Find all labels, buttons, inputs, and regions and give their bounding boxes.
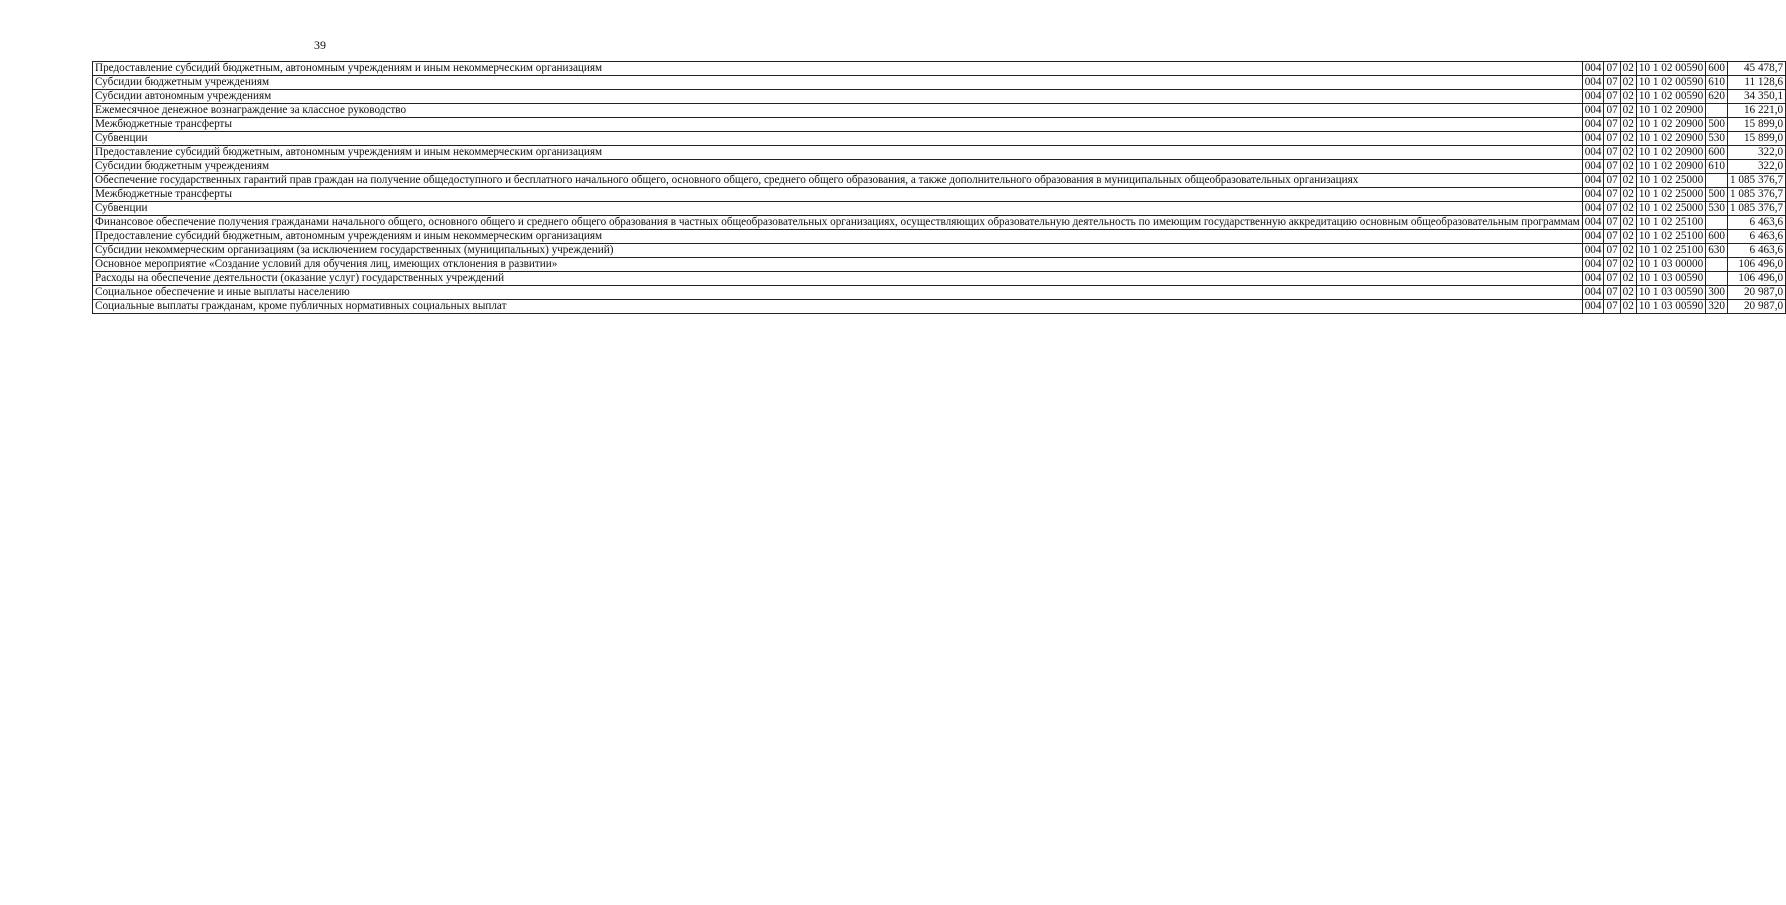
target-article-cell: 10 1 02 25000 <box>1636 202 1705 216</box>
expense-name-cell: Обеспечение государственных гарантий прав граждан на получение общедоступного и бесплатного начального общего, основного общего, среднего общего образования, а также дополнительного образования в муниципальных общеобразовательных организациях <box>93 174 1583 188</box>
expense-name-cell: Субсидии бюджетным учреждениям <box>93 76 1583 90</box>
ministry-code-cell: 004 <box>1582 146 1604 160</box>
ministry-code-cell: 004 <box>1582 174 1604 188</box>
table-row <box>93 286 1786 300</box>
subsection-code-cell: 02 <box>1620 244 1636 258</box>
subsection-code-cell: 02 <box>1620 188 1636 202</box>
subsection-code-cell: 02 <box>1620 300 1636 314</box>
amount-cell: 6 463,6 <box>1727 216 1785 230</box>
subsection-code-cell: 02 <box>1620 174 1636 188</box>
expense-type-cell: 600 <box>1706 146 1728 160</box>
subsection-code-cell: 02 <box>1620 76 1636 90</box>
table-row <box>93 202 1786 216</box>
section-code-cell: 07 <box>1604 188 1620 202</box>
expense-name-cell: Основное мероприятие «Создание условий для обучения лиц, имеющих отклонения в развитии» <box>93 258 1583 272</box>
subsection-code-cell: 02 <box>1620 90 1636 104</box>
table-row <box>93 160 1786 174</box>
section-code-cell: 07 <box>1604 160 1620 174</box>
expense-type-cell: 500 <box>1706 118 1728 132</box>
subsection-code-cell: 02 <box>1620 216 1636 230</box>
ministry-code-cell: 004 <box>1582 76 1604 90</box>
target-article-cell: 10 1 02 25000 <box>1636 188 1705 202</box>
expense-type-cell: 320 <box>1706 300 1728 314</box>
expense-name-cell: Социальное обеспечение и иные выплаты населению <box>93 286 1583 300</box>
amount-cell: 322,0 <box>1727 146 1785 160</box>
amount-cell: 15 899,0 <box>1727 132 1785 146</box>
section-code-cell: 07 <box>1604 300 1620 314</box>
expense-name-cell: Межбюджетные трансферты <box>93 118 1583 132</box>
expense-type-cell <box>1706 174 1728 188</box>
target-article-cell: 10 1 02 20900 <box>1636 146 1705 160</box>
budget-table <box>92 61 1786 314</box>
subsection-code-cell: 02 <box>1620 286 1636 300</box>
amount-cell: 45 478,7 <box>1727 62 1785 76</box>
ministry-code-cell: 004 <box>1582 90 1604 104</box>
expense-name-cell: Финансовое обеспечение получения гражданами начального общего, основного общего и среднего общего образования в частных общеобразовательных организациях, осуществляющих образовательную деятельность по имеющим государственную аккредитацию основным общеобразовательным программам <box>93 216 1583 230</box>
subsection-code-cell: 02 <box>1620 272 1636 286</box>
table-row <box>93 76 1786 90</box>
page-number: 39 <box>314 38 326 52</box>
subsection-code-cell: 02 <box>1620 230 1636 244</box>
target-article-cell: 10 1 03 00590 <box>1636 272 1705 286</box>
ministry-code-cell: 004 <box>1582 160 1604 174</box>
ministry-code-cell: 004 <box>1582 104 1604 118</box>
target-article-cell: 10 1 03 00590 <box>1636 300 1705 314</box>
expense-name-cell: Субвенции <box>93 132 1583 146</box>
table-row <box>93 244 1786 258</box>
ministry-code-cell: 004 <box>1582 202 1604 216</box>
amount-cell: 1 085 376,7 <box>1727 202 1785 216</box>
subsection-code-cell: 02 <box>1620 146 1636 160</box>
ministry-code-cell: 004 <box>1582 272 1604 286</box>
target-article-cell: 10 1 02 20900 <box>1636 132 1705 146</box>
expense-type-cell: 300 <box>1706 286 1728 300</box>
subsection-code-cell: 02 <box>1620 258 1636 272</box>
amount-cell: 15 899,0 <box>1727 118 1785 132</box>
section-code-cell: 07 <box>1604 104 1620 118</box>
table-row <box>93 300 1786 314</box>
ministry-code-cell: 004 <box>1582 62 1604 76</box>
expense-type-cell <box>1706 258 1728 272</box>
ministry-code-cell: 004 <box>1582 244 1604 258</box>
table-row <box>93 146 1786 160</box>
amount-cell: 106 496,0 <box>1727 258 1785 272</box>
ministry-code-cell: 004 <box>1582 300 1604 314</box>
expense-type-cell: 500 <box>1706 188 1728 202</box>
expense-name-cell: Предоставление субсидий бюджетным, автономным учреждениям и иным некоммерческим организациям <box>93 230 1583 244</box>
section-code-cell: 07 <box>1604 62 1620 76</box>
table-row <box>93 62 1786 76</box>
target-article-cell: 10 1 02 25000 <box>1636 174 1705 188</box>
section-code-cell: 07 <box>1604 216 1620 230</box>
section-code-cell: 07 <box>1604 146 1620 160</box>
expense-type-cell: 610 <box>1706 76 1728 90</box>
section-code-cell: 07 <box>1604 202 1620 216</box>
ministry-code-cell: 004 <box>1582 230 1604 244</box>
amount-cell: 34 350,1 <box>1727 90 1785 104</box>
amount-cell: 6 463,6 <box>1727 244 1785 258</box>
expense-type-cell: 620 <box>1706 90 1728 104</box>
expense-type-cell: 600 <box>1706 230 1728 244</box>
table-row <box>93 90 1786 104</box>
budget-table-body <box>93 62 1786 314</box>
expense-type-cell <box>1706 216 1728 230</box>
target-article-cell: 10 1 02 20900 <box>1636 118 1705 132</box>
ministry-code-cell: 004 <box>1582 286 1604 300</box>
expense-name-cell: Предоставление субсидий бюджетным, автономным учреждениям и иным некоммерческим организациям <box>93 146 1583 160</box>
expense-type-cell <box>1706 104 1728 118</box>
expense-name-cell: Субсидии автономным учреждениям <box>93 90 1583 104</box>
amount-cell: 20 987,0 <box>1727 300 1785 314</box>
expense-type-cell: 610 <box>1706 160 1728 174</box>
target-article-cell: 10 1 03 00000 <box>1636 258 1705 272</box>
target-article-cell: 10 1 02 00590 <box>1636 90 1705 104</box>
target-article-cell: 10 1 02 20900 <box>1636 104 1705 118</box>
expense-name-cell: Межбюджетные трансферты <box>93 188 1583 202</box>
table-row <box>93 216 1786 230</box>
target-article-cell: 10 1 03 00590 <box>1636 286 1705 300</box>
amount-cell: 11 128,6 <box>1727 76 1785 90</box>
section-code-cell: 07 <box>1604 90 1620 104</box>
expense-type-cell: 530 <box>1706 202 1728 216</box>
expense-name-cell: Субсидии бюджетным учреждениям <box>93 160 1583 174</box>
expense-name-cell: Ежемесячное денежное вознаграждение за классное руководство <box>93 104 1583 118</box>
section-code-cell: 07 <box>1604 244 1620 258</box>
table-row <box>93 132 1786 146</box>
expense-type-cell: 630 <box>1706 244 1728 258</box>
subsection-code-cell: 02 <box>1620 132 1636 146</box>
section-code-cell: 07 <box>1604 118 1620 132</box>
table-row <box>93 118 1786 132</box>
table-row <box>93 272 1786 286</box>
table-row <box>93 104 1786 118</box>
target-article-cell: 10 1 02 00590 <box>1636 62 1705 76</box>
expense-name-cell: Субсидии некоммерческим организациям (за исключением государственных (муниципальных) учреждений) <box>93 244 1583 258</box>
ministry-code-cell: 004 <box>1582 188 1604 202</box>
ministry-code-cell: 004 <box>1582 132 1604 146</box>
amount-cell: 16 221,0 <box>1727 104 1785 118</box>
subsection-code-cell: 02 <box>1620 118 1636 132</box>
table-row <box>93 174 1786 188</box>
expense-type-cell: 600 <box>1706 62 1728 76</box>
ministry-code-cell: 004 <box>1582 118 1604 132</box>
section-code-cell: 07 <box>1604 272 1620 286</box>
target-article-cell: 10 1 02 25100 <box>1636 230 1705 244</box>
target-article-cell: 10 1 02 00590 <box>1636 76 1705 90</box>
target-article-cell: 10 1 02 25100 <box>1636 244 1705 258</box>
section-code-cell: 07 <box>1604 76 1620 90</box>
amount-cell: 1 085 376,7 <box>1727 174 1785 188</box>
subsection-code-cell: 02 <box>1620 160 1636 174</box>
amount-cell: 20 987,0 <box>1727 286 1785 300</box>
section-code-cell: 07 <box>1604 258 1620 272</box>
expense-name-cell: Субвенции <box>93 202 1583 216</box>
expense-name-cell: Предоставление субсидий бюджетным, автономным учреждениям и иным некоммерческим организациям <box>93 62 1583 76</box>
amount-cell: 106 496,0 <box>1727 272 1785 286</box>
table-row <box>93 258 1786 272</box>
amount-cell: 6 463,6 <box>1727 230 1785 244</box>
expense-name-cell: Расходы на обеспечение деятельности (оказание услуг) государственных учреждений <box>93 272 1583 286</box>
expense-name-cell: Социальные выплаты гражданам, кроме публичных нормативных социальных выплат <box>93 300 1583 314</box>
subsection-code-cell: 02 <box>1620 104 1636 118</box>
amount-cell: 322,0 <box>1727 160 1785 174</box>
ministry-code-cell: 004 <box>1582 216 1604 230</box>
amount-cell: 1 085 376,7 <box>1727 188 1785 202</box>
table-row <box>93 188 1786 202</box>
section-code-cell: 07 <box>1604 286 1620 300</box>
target-article-cell: 10 1 02 20900 <box>1636 160 1705 174</box>
subsection-code-cell: 02 <box>1620 202 1636 216</box>
section-code-cell: 07 <box>1604 230 1620 244</box>
section-code-cell: 07 <box>1604 132 1620 146</box>
ministry-code-cell: 004 <box>1582 258 1604 272</box>
target-article-cell: 10 1 02 25100 <box>1636 216 1705 230</box>
section-code-cell: 07 <box>1604 174 1620 188</box>
expense-type-cell <box>1706 272 1728 286</box>
table-row <box>93 230 1786 244</box>
expense-type-cell: 530 <box>1706 132 1728 146</box>
subsection-code-cell: 02 <box>1620 62 1636 76</box>
